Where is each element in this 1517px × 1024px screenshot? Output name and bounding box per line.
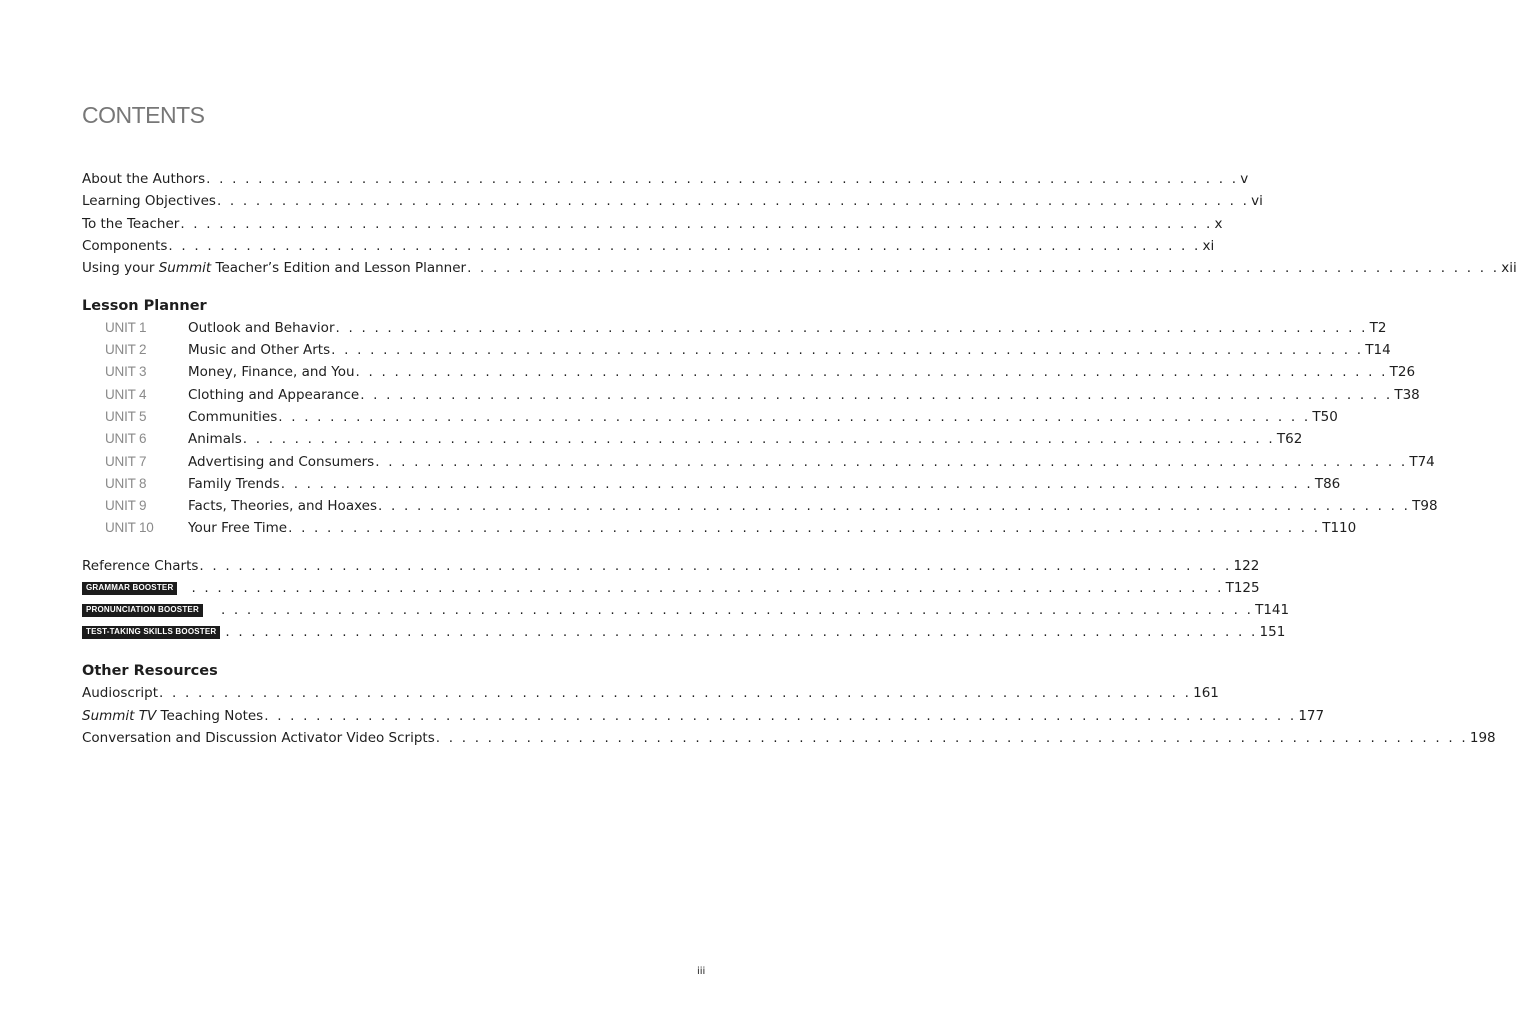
test-taking-booster-badge: TEST-TAKING SKILLS BOOSTER <box>82 626 220 639</box>
entry-label: Family Trends <box>188 476 280 492</box>
entry-label: Audioscript <box>82 685 158 701</box>
unit-label: UNIT 2 <box>105 342 147 357</box>
entry-label: Music and Other Arts <box>188 342 331 358</box>
dot-leader: . . . . . . . . . . . . . . . . . . . . . . . . . . . . . . . . . . . . . . . . . . . . . . . . . . . . . . . . . . . . . . . . . . . . . . . . . . . . . . . . <box>216 193 1250 209</box>
entry-label: Communities <box>188 409 278 425</box>
toc-entry-learning-objectives[interactable] <box>82 190 1263 212</box>
toc-entry-unit-7[interactable] <box>105 451 1435 473</box>
toc-entry-using-summit[interactable] <box>82 257 1517 279</box>
toc-entry-unit-10[interactable] <box>105 517 1357 539</box>
entry-page: x <box>1214 216 1223 232</box>
unit-label: UNIT 4 <box>105 387 147 402</box>
label-text: Teacher’s Edition and Lesson Planner <box>211 260 467 276</box>
entry-label: Conversation and Discussion Activator Video Scripts <box>82 730 435 746</box>
entry-page: T14 <box>1365 342 1391 358</box>
label-text: Teaching Notes <box>156 708 264 724</box>
dot-leader: . . . . . . . . . . . . . . . . . . . . . . . . . . . . . . . . . . . . . . . . . . . . . . . . . . . . . . . . . . . . . . . . . . . . . . . . . . . . . . . . <box>264 708 1297 724</box>
entry-page: 122 <box>1233 558 1260 574</box>
entry-page: T125 <box>1225 580 1260 596</box>
unit-label: UNIT 7 <box>105 454 147 469</box>
dot-leader: . . . . . . . . . . . . . . . . . . . . . . . . . . . . . . . . . . . . . . . . . . . . . . . . . . . . . . . . . . . . . . . . . . . . . . . . . . . . . . . . <box>159 685 1192 701</box>
dot-leader: . . . . . . . . . . . . . . . . . . . . . . . . . . . . . . . . . . . . . . . . . . . . . . . . . . . . . . . . . . . . . . . . . . . . . . . . . . . . . . . . <box>331 342 1364 358</box>
entry-page: T38 <box>1394 387 1420 403</box>
entry-page: T86 <box>1314 476 1341 492</box>
page-folio: iii <box>697 966 706 977</box>
page-title: CONTENTS <box>82 102 205 128</box>
toc-entry-test-taking-booster[interactable] <box>82 621 1286 643</box>
entry-page: T62 <box>1276 431 1303 447</box>
entry-label: Outlook and Behavior <box>188 320 335 336</box>
toc-entry-unit-3[interactable] <box>105 361 1416 383</box>
unit-label: UNIT 8 <box>105 476 147 491</box>
entry-label: Your Free Time <box>188 520 288 536</box>
entry-page: 151 <box>1259 624 1286 640</box>
toc-entry-pronunciation-booster[interactable] <box>82 599 1290 621</box>
unit-label: UNIT 1 <box>105 320 147 335</box>
entry-label: Clothing and Appearance <box>188 387 360 403</box>
toc-entry-unit-8[interactable] <box>105 473 1341 495</box>
entry-label: To the Teacher <box>82 216 180 232</box>
entry-page: 198 <box>1469 730 1496 746</box>
dot-leader: . . . . . . . . . . . . . . . . . . . . . . . . . . . . . . . . . . . . . . . . . . . . . . . . . . . . . . . . . . . . . . . . . . . . . . . . . . . . . . . . <box>191 580 1224 596</box>
toc-entry-unit-6[interactable] <box>105 428 1303 450</box>
dot-leader: . . . . . . . . . . . . . . . . . . . . . . . . . . . . . . . . . . . . . . . . . . . . . . . . . . . . . . . . . . . . . . . . . . . . . . . . . . . . . . . . <box>180 216 1213 232</box>
toc-entry-video-scripts[interactable] <box>82 727 1496 749</box>
dot-leader: . . . . . . . . . . . . . . . . . . . . . . . . . . . . . . . . . . . . . . . . . . . . . . . . . . . . . . . . . . . . . . . . . . . . . . . . . . . . . . . . <box>206 171 1239 187</box>
toc-entry-summit-tv[interactable] <box>82 705 1325 727</box>
entry-label: Learning Objectives <box>82 193 216 209</box>
dot-leader: . . . . . . . . . . . . . . . . . . . . . . . . . . . . . . . . . . . . . . . . . . . . . . . . . . . . . . . . . . . . . . . . . . . . . . . . . . . . . . . . <box>220 602 1254 618</box>
entry-page: T110 <box>1322 520 1357 536</box>
entry-page: T26 <box>1389 364 1416 380</box>
book-title-italic: Summit <box>158 260 212 276</box>
entry-label: Facts, Theories, and Hoaxes <box>188 498 378 514</box>
dot-leader: . . . . . . . . . . . . . . . . . . . . . . . . . . . . . . . . . . . . . . . . . . . . . . . . . . . . . . . . . . . . . . . . . . . . . . . . . . . . . . . . <box>360 387 1393 403</box>
entry-page: T74 <box>1409 454 1435 470</box>
entry-page: T50 <box>1312 409 1338 425</box>
entry-page: vi <box>1251 193 1263 209</box>
toc-entry-components[interactable] <box>82 235 1215 257</box>
section-heading-lesson-planner: Lesson Planner <box>82 298 207 314</box>
unit-label: UNIT 3 <box>105 364 147 379</box>
toc-entry-unit-5[interactable] <box>105 406 1338 428</box>
dot-leader: . . . . . . . . . . . . . . . . . . . . . . . . . . . . . . . . . . . . . . . . . . . . . . . . . . . . . . . . . . . . . . . . . . . . . . . . . . . . . . . . <box>225 624 1258 640</box>
unit-label: UNIT 6 <box>105 431 147 446</box>
unit-label: UNIT 5 <box>105 409 147 424</box>
entry-page: v <box>1240 171 1249 187</box>
dot-leader: . . . . . . . . . . . . . . . . . . . . . . . . . . . . . . . . . . . . . . . . . . . . . . . . . . . . . . . . . . . . . . . . . . . . . . . . . . . . . . . . <box>278 409 1311 425</box>
dot-leader: . . . . . . . . . . . . . . . . . . . . . . . . . . . . . . . . . . . . . . . . . . . . . . . . . . . . . . . . . . . . . . . . . . . . . . . . . . . . . . . . <box>335 320 1368 336</box>
entry-page: 161 <box>1193 685 1219 701</box>
entry-page: T2 <box>1369 320 1387 336</box>
toc-entry-unit-4[interactable] <box>105 384 1420 406</box>
entry-page: T141 <box>1255 602 1290 618</box>
entry-label: Components <box>82 238 168 254</box>
entry-label <box>82 257 466 279</box>
toc-entry-grammar-booster[interactable] <box>82 577 1260 599</box>
entry-label <box>82 705 263 727</box>
unit-label: UNIT 10 <box>105 520 154 535</box>
dot-leader: . . . . . . . . . . . . . . . . . . . . . . . . . . . . . . . . . . . . . . . . . . . . . . . . . . . . . . . . . . . . . . . . . . . . . . . . . . . . . . . . <box>288 520 1321 536</box>
entry-label: Advertising and Consumers <box>188 454 375 470</box>
grammar-booster-badge: GRAMMAR BOOSTER <box>82 582 177 595</box>
entry-label: Money, Finance, and You <box>188 364 355 380</box>
toc-entry-unit-1[interactable] <box>105 317 1387 339</box>
dot-leader: . . . . . . . . . . . . . . . . . . . . . . . . . . . . . . . . . . . . . . . . . . . . . . . . . . . . . . . . . . . . . . . . . . . . . . . . . . . . . . . . <box>435 730 1468 746</box>
toc-entry-reference-charts[interactable] <box>82 555 1260 577</box>
dot-leader: . . . . . . . . . . . . . . . . . . . . . . . . . . . . . . . . . . . . . . . . . . . . . . . . . . . . . . . . . . . . . . . . . . . . . . . . . . . . . . . . <box>375 454 1408 470</box>
summit-tv-italic: Summit TV <box>82 708 157 724</box>
entry-page: xi <box>1202 238 1215 254</box>
dot-leader: . . . . . . . . . . . . . . . . . . . . . . . . . . . . . . . . . . . . . . . . . . . . . . . . . . . . . . . . . . . . . . . . . . . . . . . . . . . . . . . . <box>168 238 1201 254</box>
toc-entry-about-authors[interactable] <box>82 168 1249 190</box>
dot-leader: . . . . . . . . . . . . . . . . . . . . . . . . . . . . . . . . . . . . . . . . . . . . . . . . . . . . . . . . . . . . . . . . . . . . . . . . . . . . . . . . <box>242 431 1275 447</box>
dot-leader: . . . . . . . . . . . . . . . . . . . . . . . . . . . . . . . . . . . . . . . . . . . . . . . . . . . . . . . . . . . . . . . . . . . . . . . . . . . . . . . . <box>280 476 1313 492</box>
pronunciation-booster-badge: PRONUNCIATION BOOSTER <box>82 604 203 617</box>
entry-label: About the Authors <box>82 171 206 187</box>
toc-entry-audioscript[interactable] <box>82 682 1219 704</box>
toc-entry-to-the-teacher[interactable] <box>82 213 1223 235</box>
dot-leader: . . . . . . . . . . . . . . . . . . . . . . . . . . . . . . . . . . . . . . . . . . . . . . . . . . . . . . . . . . . . . . . . . . . . . . . . . . . . . . . . <box>355 364 1388 380</box>
entry-page: xii <box>1501 260 1517 276</box>
dot-leader: . . . . . . . . . . . . . . . . . . . . . . . . . . . . . . . . . . . . . . . . . . . . . . . . . . . . . . . . . . . . . . . . . . . . . . . . . . . . . . . . <box>378 498 1411 514</box>
dot-leader: . . . . . . . . . . . . . . . . . . . . . . . . . . . . . . . . . . . . . . . . . . . . . . . . . . . . . . . . . . . . . . . . . . . . . . . . . . . . . . . . <box>467 260 1500 276</box>
entry-page: 177 <box>1298 708 1325 724</box>
section-heading-other-resources: Other Resources <box>82 663 218 679</box>
unit-label: UNIT 9 <box>105 498 147 513</box>
toc-entry-unit-9[interactable] <box>105 495 1438 517</box>
toc-entry-unit-2[interactable] <box>105 339 1391 361</box>
entry-page: T98 <box>1412 498 1438 514</box>
entry-label: Reference Charts <box>82 558 199 574</box>
entry-label: Animals <box>188 431 242 447</box>
label-text: Using your <box>82 260 159 276</box>
dot-leader: . . . . . . . . . . . . . . . . . . . . . . . . . . . . . . . . . . . . . . . . . . . . . . . . . . . . . . . . . . . . . . . . . . . . . . . . . . . . . . . . <box>199 558 1232 574</box>
